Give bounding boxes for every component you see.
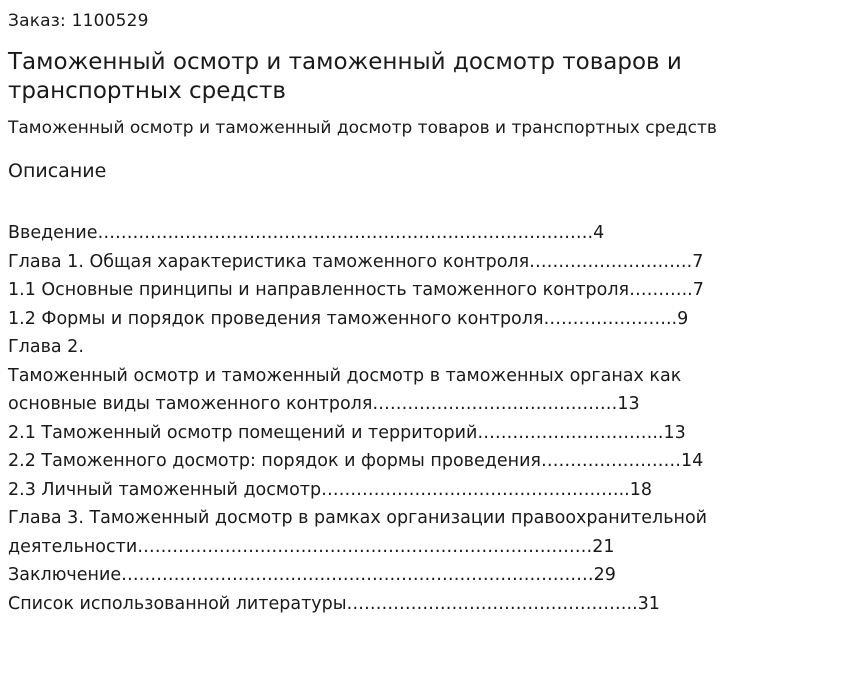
toc-line: 1.1 Основные принципы и направленность таможенного контроля………..7 bbox=[8, 280, 704, 300]
toc-line: 2.3 Личный таможенный досмотр……………………………………………..18 bbox=[8, 479, 652, 500]
toc-line: Таможенный осмотр и таможенный досмотр в таможенных органах как bbox=[8, 365, 682, 386]
toc-line: Глава 3. Таможенный досмотр в рамках организации правоохранительной bbox=[8, 508, 708, 528]
table-of-contents bbox=[8, 219, 828, 618]
toc-line: деятельности……………………………………………………………………21 bbox=[8, 536, 615, 557]
toc-line: Список использованной литературы…………………………………………..31 bbox=[8, 593, 660, 614]
toc-line: Глава 1. Общая характеристика таможенного контроля……………………….7 bbox=[8, 251, 704, 272]
toc-line: Введение………………………………………………………………………….4 bbox=[8, 223, 605, 243]
toc-line: Заключение………………………………………………………………………29 bbox=[8, 565, 616, 585]
toc-line: основные виды таможенного контроля……………………………………13 bbox=[8, 394, 640, 414]
toc-line: Глава 2. bbox=[8, 337, 84, 357]
toc-line: 2.1 Таможенный осмотр помещений и территорий…………………………..13 bbox=[8, 422, 686, 443]
order-number: Заказ: 1100529 bbox=[8, 11, 149, 31]
toc-line: 2.2 Таможенного досмотр: порядок и формы проведения……………………14 bbox=[8, 451, 704, 471]
section-heading-description: Описание bbox=[8, 160, 107, 182]
page-subtitle: Таможенный осмотр и таможенный досмотр товаров и транспортных средств bbox=[8, 118, 717, 138]
page-title: Таможенный осмотр и таможенный досмотр товаров и транспортных средств bbox=[8, 49, 682, 104]
toc-line: 1.2 Формы и порядок проведения таможенного контроля…………………..9 bbox=[8, 308, 689, 329]
